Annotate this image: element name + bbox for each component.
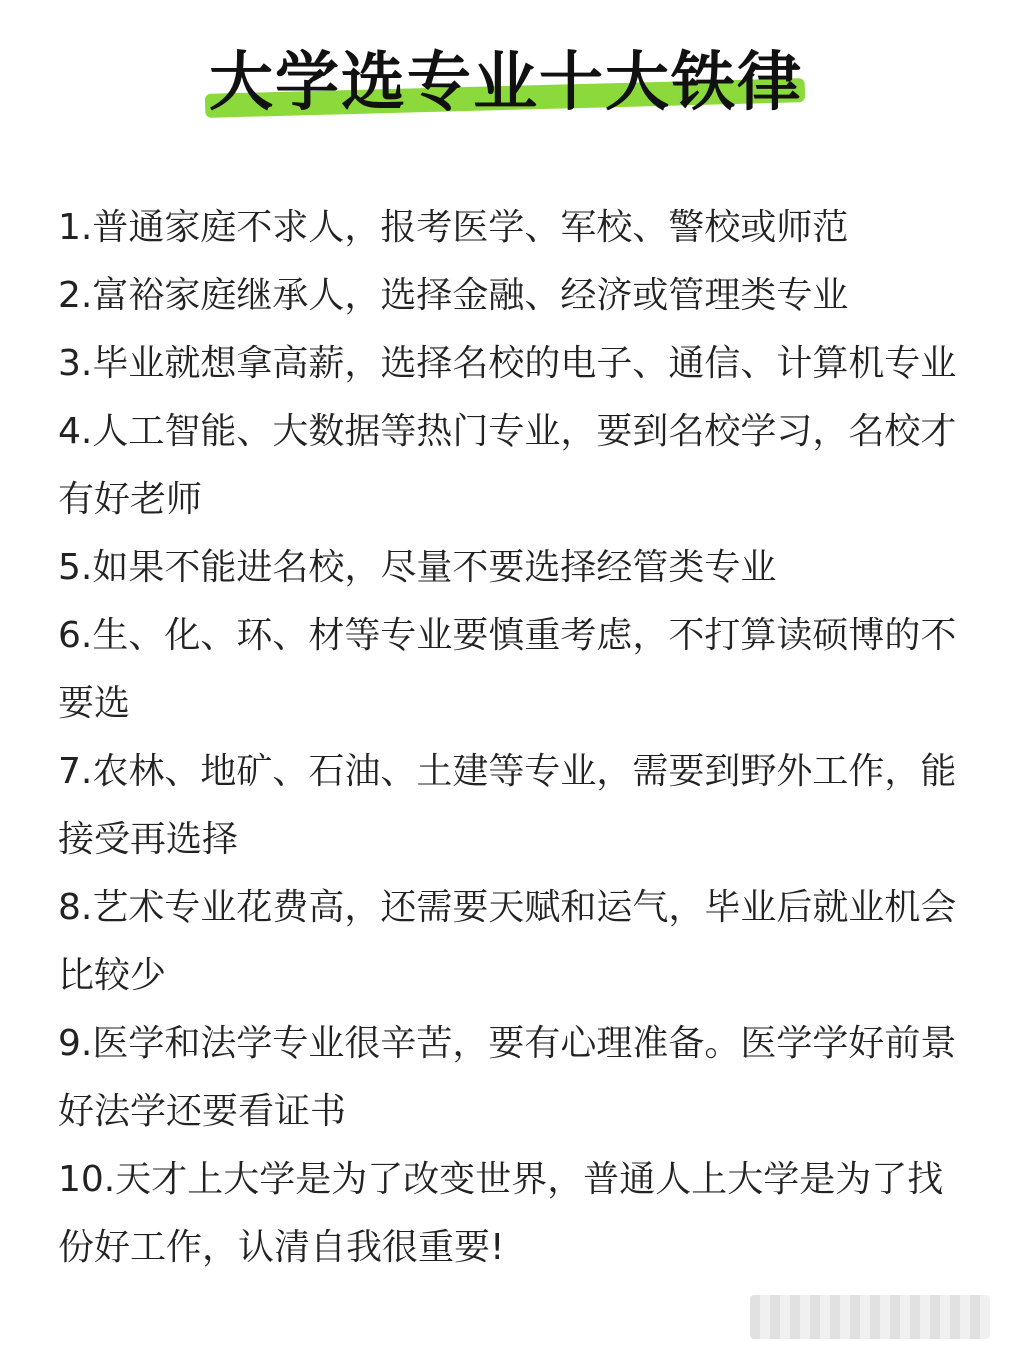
rule-item-9: 9.医学和法学专业很辛苦，要有心理准备。医学学好前景好法学还要看证书 — [58, 1023, 957, 1132]
rule-item-2: 2.富裕家庭继承人，选择金融、经济或管理类专业 — [58, 275, 849, 316]
rule-item-3: 3.毕业就想拿高薪，选择名校的电子、通信、计算机专业 — [58, 343, 957, 384]
title-area — [0, 38, 1012, 128]
blurred-watermark — [750, 1295, 990, 1339]
rule-item-5: 5.如果不能进名校，尽量不要选择经管类专业 — [58, 547, 777, 588]
rule-item-4: 4.人工智能、大数据等热门专业，要到名校学习，名校才有好老师 — [58, 411, 957, 520]
rule-item-1: 1.普通家庭不求人，报考医学、军校、警校或师范 — [58, 207, 849, 248]
rule-item-8: 8.艺术专业花费高，还需要天赋和运气，毕业后就业机会比较少 — [58, 887, 957, 996]
rule-item-10: 10.天才上大学是为了改变世界，普通人上大学是为了找份好工作，认清自我很重要! — [58, 1159, 944, 1268]
rule-item-6: 6.生、化、环、材等专业要慎重考虑，不打算读硕博的不要选 — [58, 615, 957, 724]
rule-item-7: 7.农林、地矿、石油、土建等专业，需要到野外工作，能接受再选择 — [58, 751, 957, 860]
page-title: 大学选专业十大铁律 — [209, 46, 803, 120]
rules-list — [58, 194, 963, 1282]
